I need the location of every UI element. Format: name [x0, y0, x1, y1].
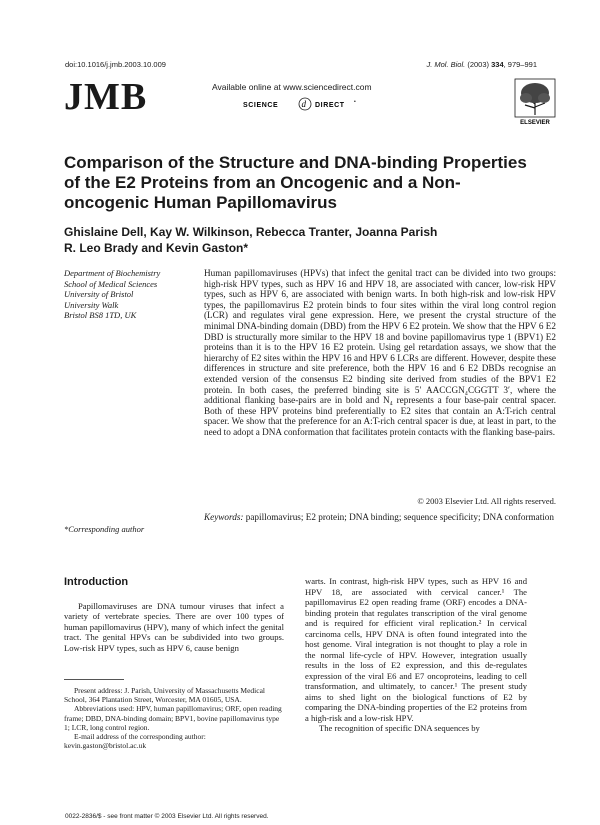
elsevier-tree-icon	[514, 78, 556, 126]
introduction-right-column	[305, 576, 527, 734]
affiliation-line: University of Bristol	[64, 289, 134, 299]
sciencedirect-logo	[243, 97, 363, 111]
abstract-copyright: © 2003 Elsevier Ltd. All rights reserved.	[417, 496, 556, 506]
journal-reference	[426, 60, 537, 69]
keywords-list: papillomavirus; E2 protein; DNA binding; sequence specificity; DNA conformation	[245, 512, 554, 522]
article-title: Comparison of the Structure and DNA-binding Properties of the E2 Proteins from an Oncogenic and a Non-oncogenic Human Papillomavirus	[64, 153, 527, 212]
keywords	[204, 512, 556, 523]
intro-paragraph: warts. In contrast, high-risk HPV types, such as HPV 16 and HPV 18, are associated with cervical cancer.¹ The papillomavirus E2 open reading frame (ORF) encodes a DNA-binding protein that regulates transcription of the viral genome and is required for efficient viral replication.² In cervical carcinoma cells, HPV DNA is often found integrated into the host genome. Viral integration is not thought to play a role in the normal life-cycle of HPV. However, integration usually results in the loss of E2 expression, and this de-regulates expression of the viral E6 and E7 oncoproteins, leading to cell transformation, and ultimately, to cancer.¹ The present study aims to shed light on the biological functions of E2 by comparing the DNA-binding properties of the E2 proteins from a high-risk and a low-risk HPV.	[305, 576, 527, 723]
available-online: Available online at www.sciencedirect.com	[212, 82, 372, 92]
svg-text:•: •	[354, 99, 356, 105]
footnotes	[64, 686, 284, 750]
affiliation-line: Bristol BS8 1TD, UK	[64, 310, 137, 320]
sciencedirect-left-text: SCIENCE	[243, 102, 279, 109]
footnote-present-address: Present address: J. Parish, University of Massachusetts Medical School, 364 Plantation Street, Worcester, MA 01605, USA.	[64, 686, 266, 705]
affiliation	[64, 268, 194, 321]
footer-issn: 0022-2836/$ - see front matter © 2003 Elsevier Ltd. All rights reserved.	[65, 813, 269, 820]
footnote-abbreviations: Abbreviations used: HPV, human papillomavirus; ORF, open reading frame; DBD, DNA-binding domain; BPV1, bovine papillomavirus type 1; LCR, long control region.	[64, 704, 282, 732]
footnote-divider	[64, 679, 124, 680]
intro-paragraph: Papillomaviruses are DNA tumour viruses that infect a variety of vertebrate species. There are over 100 types of human papillomavirus (HPV), many of which infect the genital tract. The genital HPVs can be subdivided into two groups. Low-risk HPV types, such as HPV 6, cause benign	[64, 601, 284, 653]
sciencedirect-mark: d	[301, 99, 306, 109]
affiliation-line: Department of Biochemistry	[64, 268, 161, 278]
keywords-label: Keywords:	[204, 512, 244, 522]
author-list	[64, 224, 534, 256]
publisher-name: ELSEVIER	[520, 120, 550, 126]
introduction-left-column	[64, 601, 284, 653]
doi[interactable]: doi:10.1016/j.jmb.2003.10.009	[65, 60, 166, 69]
introduction-heading: Introduction	[64, 576, 129, 588]
authors-line-1: Ghislaine Dell, Kay W. Wilkinson, Rebecca Tranter, Joanna Parish	[64, 225, 438, 239]
abstract: Human papillomaviruses (HPVs) that infect the genital tract can be divided into two groups: high-risk HPV types, such as HPV 16 and HPV 18, are associated with cancer, low-risk HPV types, such as HPV 6, are associated with benign warts. In both high-risk and low-risk HPV types, the papillomavirus E2 protein binds to four sites within the viral long control region (LCR) and regulates viral gene expression. Here, we present the crystal structure of the minimal DNA-binding domain (DBD) from the HPV 6 E2 protein. We show that the HPV 6 E2 DBD is structurally more similar to the HPV 18 and bovine papillomavirus type 1 (BPV1) E2 proteins than it is to the HPV 16 E2 protein. Using gel retardation assays, we show that the hierarchy of E2 sites within the HPV 16 and HPV 6 LCRs are different. However, despite these differences in structure and site preference, both the HPV 16 and 6 E2 DBDs recognise an extended version of the consensus E2 binding site derived from studies of the BPV1 E2 protein. In both cases, the preferred binding site is 5′ AACCGN₄CGGTT 3′, where the additional flanking base-pairs are in bold and N₄ represents a four base-pair central spacer. Both of these HPV proteins bind preferentially to E2 sites that contain an A:T-rich central spacer. We show that the preference for an A:T-rich central spacer is due, at least in part, to the need to adopt a DNA conformation that facilitates protein contacts with the flanking base-pairs.	[204, 268, 556, 437]
journal-pages: , 979–991	[503, 60, 537, 69]
journal-name: J. Mol. Biol.	[426, 60, 466, 69]
corresponding-author-note: *Corresponding author	[64, 524, 145, 534]
affiliation-line: School of Medical Sciences	[64, 278, 158, 289]
jmb-logo: JMB	[64, 76, 148, 118]
footnote-email: E-mail address of the corresponding author: kevin.gaston@bristol.ac.uk	[64, 732, 206, 751]
intro-paragraph: The recognition of specific DNA sequences by	[319, 723, 480, 733]
affiliation-line: University Walk	[64, 299, 119, 310]
authors-line-2: R. Leo Brady and Kevin Gaston*	[64, 241, 249, 255]
sciencedirect-right-text: DIRECT	[315, 102, 345, 109]
journal-year: (2003)	[467, 60, 490, 69]
journal-volume: 334	[491, 60, 504, 69]
